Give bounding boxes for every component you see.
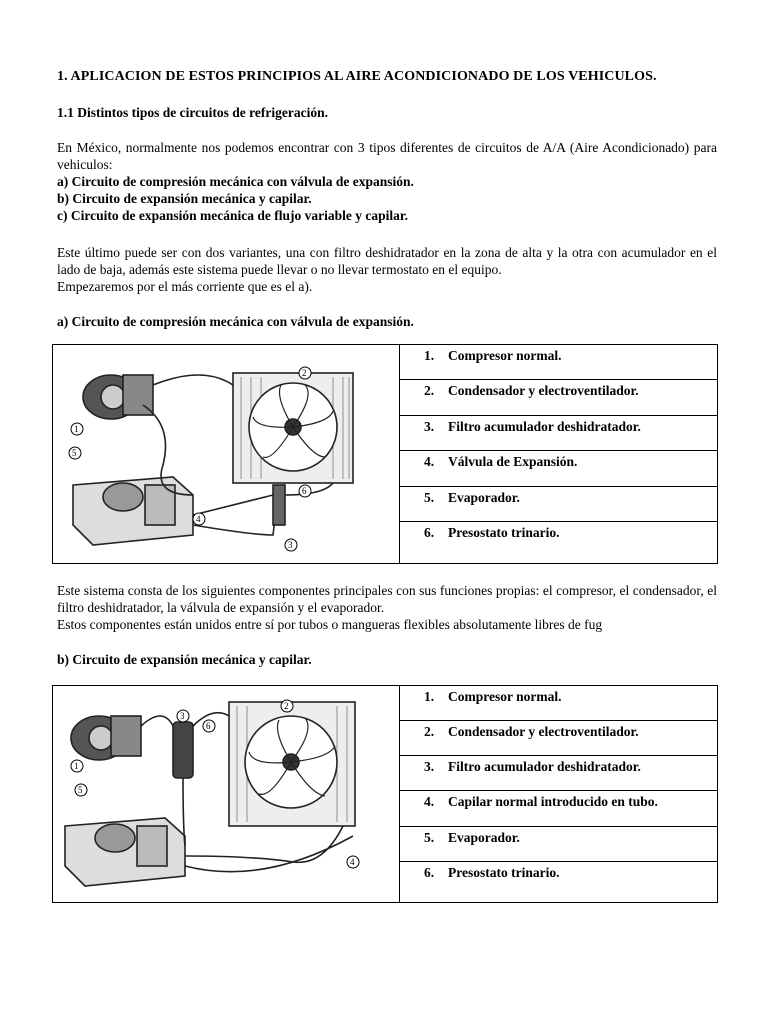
variants-paragraph: [57, 244, 717, 295]
component-item: 3. Filtro acumulador deshidratador.: [400, 756, 718, 791]
component-item: 1. Compresor normal.: [400, 345, 718, 380]
callout-5: 5: [78, 785, 83, 795]
callout-4: 4: [196, 514, 201, 524]
ac-circuit-illustration: [53, 345, 399, 563]
component-item: 3. Filtro acumulador deshidratador.: [400, 415, 718, 450]
intro-paragraph: [57, 139, 717, 224]
circuit-diagram-b: [53, 686, 400, 903]
variants-text: Este último puede ser con dos variantes, una con filtro deshidratador en la zona de alta y la otra con acumulador en el lado de baja, además este sistema puede llevar o no llevar termostato en el equipo.: [57, 245, 717, 277]
ac-circuit-illustration: [53, 686, 399, 902]
components-table-b: [52, 685, 718, 903]
components-table-a: [52, 344, 718, 564]
circuit-type-a: a) Circuito de compresión mecánica con válvula de expansión.: [57, 174, 414, 189]
callout-6: 6: [302, 486, 307, 496]
callout-2: 2: [284, 701, 289, 711]
callout-3: 3: [180, 711, 185, 721]
component-item: 6. Presostato trinario.: [400, 861, 718, 902]
component-item: 2. Condensador y electroventilador.: [400, 721, 718, 756]
component-item: 4. Válvula de Expansión.: [400, 451, 718, 486]
section-b-title: b) Circuito de expansión mecánica y capilar.: [57, 652, 312, 667]
components-text: Este sistema consta de los siguientes componentes principales con sus funciones propias: el compresor, el condensador, el filtro deshidratador, la válvula de expansión y el evaporador.: [57, 583, 717, 615]
component-item: 1. Compresor normal.: [400, 686, 718, 721]
callout-4: 4: [350, 857, 355, 867]
component-item: 5. Evaporador.: [400, 486, 718, 521]
component-item: 6. Presostato trinario.: [400, 522, 718, 564]
circuit-type-c: c) Circuito de expansión mecánica de flujo variable y capilar.: [57, 208, 408, 223]
subsection-heading: 1.1 Distintos tipos de circuitos de refrigeración.: [57, 105, 328, 120]
circuit-type-b: b) Circuito de expansión mecánica y capilar.: [57, 191, 312, 206]
circuit-diagram-a: [53, 345, 400, 564]
callout-5: 5: [72, 448, 77, 458]
components-paragraph: [57, 582, 717, 633]
callout-6: 6: [206, 721, 211, 731]
callout-2: 2: [302, 368, 307, 378]
connection-text: Estos componentes están unidos entre sí por tubos o mangueras flexibles absolutamente libres de fug: [57, 617, 603, 632]
callout-1: 1: [74, 424, 79, 434]
component-item: 4. Capilar normal introducido en tubo.: [400, 791, 718, 826]
start-text: Empezaremos por el más corriente que es el a).: [57, 279, 313, 294]
section-heading: 1. APLICACION DE ESTOS PRINCIPIOS AL AIRE ACONDICIONADO DE LOS VEHICULOS.: [57, 69, 657, 84]
intro-text: En México, normalmente nos podemos encontrar con 3 tipos diferentes de circuitos de A/A (Aire Acondicionado) para vehiculos:: [57, 140, 717, 172]
section-a-title: a) Circuito de compresión mecánica con válvula de expansión.: [57, 314, 414, 329]
callout-3: 3: [288, 540, 293, 550]
component-item: 2. Condensador y electroventilador.: [400, 380, 718, 415]
component-item: 5. Evaporador.: [400, 826, 718, 861]
callout-1: 1: [74, 761, 79, 771]
